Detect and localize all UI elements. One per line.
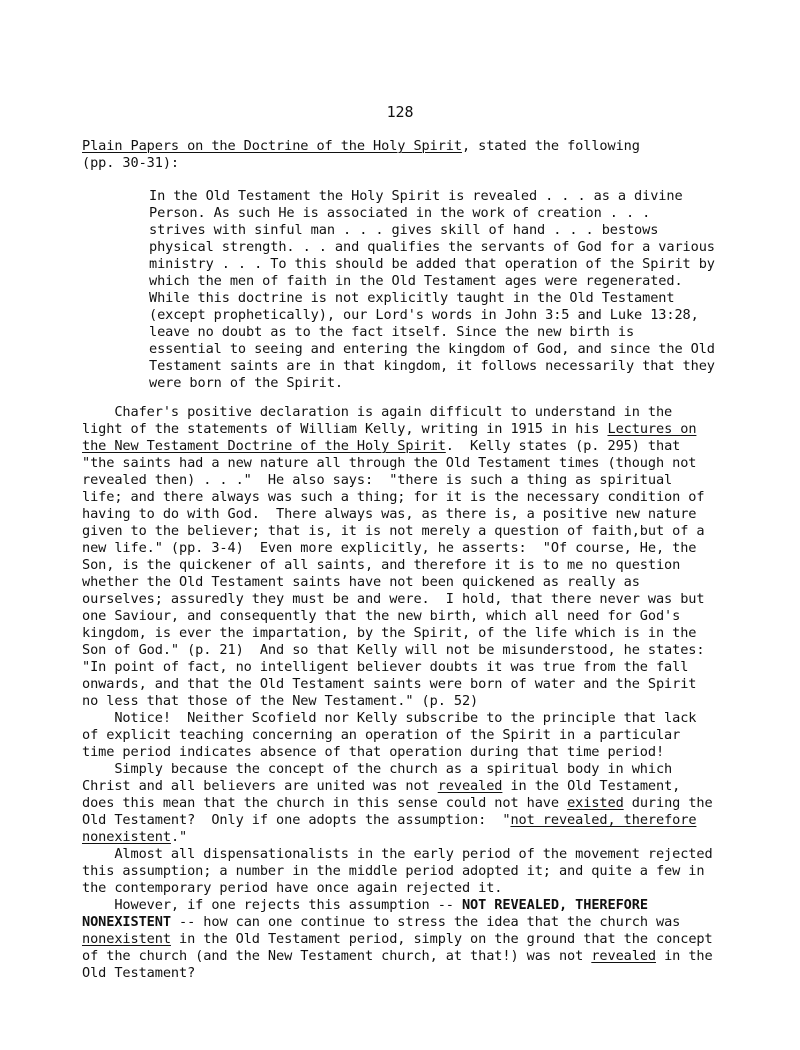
quote-line: strives with sinful man . . . gives skill of hand . . . bestows xyxy=(149,222,659,238)
quote-line: were born of the Spirit. xyxy=(149,375,344,391)
quote-line: Testament saints are in that kingdom, it follows necessarily that they xyxy=(149,358,715,374)
book-title: Plain Papers on the Doctrine of the Holy Spirit xyxy=(82,138,462,154)
body-line: "the saints had a new nature all through the Old Testament times (though not xyxy=(82,455,697,471)
quote-line: which the men of faith in the Old Testament ages were regenerated. xyxy=(149,273,683,289)
body-line: However, if one rejects this assumption -- NOT REVEALED, THEREFORE xyxy=(82,897,648,913)
body-line: light of the statements of William Kelly, writing in 1915 in his Lectures on xyxy=(82,421,697,437)
body-line: onwards, and that the Old Testament saints were born of water and the Spirit xyxy=(82,676,697,692)
body-line: life; and there always was such a thing; for it is the necessary condition of xyxy=(82,489,705,505)
body-line: Christ and all believers are united was not revealed in the Old Testament, xyxy=(82,778,681,794)
body-line: the New Testament Doctrine of the Holy Spirit. Kelly states (p. 295) that xyxy=(82,438,681,454)
body-line: NONEXISTENT -- how can one continue to stress the idea that the church was xyxy=(82,914,681,930)
body-line: Old Testament? xyxy=(82,965,196,981)
body-line: of explicit teaching concerning an operation of the Spirit in a particular xyxy=(82,727,681,743)
body-line: one Saviour, and consequently that the new birth, which all need for God's xyxy=(82,608,681,624)
block-quote xyxy=(149,188,749,392)
body-line: of the church (and the New Testament church, at that!) was not revealed in the xyxy=(82,948,713,964)
intro-line-1: Plain Papers on the Doctrine of the Holy Spirit, stated the following xyxy=(82,138,640,154)
book-title-lectures-cont: the New Testament Doctrine of the Holy Spirit xyxy=(82,438,446,454)
quote-line: essential to seeing and entering the kingdom of God, and since the Old xyxy=(149,341,715,357)
body-line: revealed then) . . ." He also says: "there is such a thing as spiritual xyxy=(82,472,673,488)
body-line: Son, is the quickener of all saints, and therefore it is to me no question xyxy=(82,557,681,573)
body-line: ourselves; assuredly they must be and were. I hold, that there never was but xyxy=(82,591,705,607)
body-line: given to the believer; that is, it is not merely a question of faith,but of a xyxy=(82,523,705,539)
body-line: nonexistent in the Old Testament period, simply on the ground that the concept xyxy=(82,931,713,947)
body-line: Simply because the concept of the church as a spiritual body in which xyxy=(82,761,673,777)
quote-line: Person. As such He is associated in the work of creation . . . xyxy=(149,205,651,221)
body-line: Chafer's positive declaration is again difficult to understand in the xyxy=(82,404,673,420)
quote-line: ministry . . . To this should be added that operation of the Spirit by xyxy=(149,256,715,272)
body-line: time period indicates absence of that operation during that time period! xyxy=(82,744,665,760)
body-line: "In point of fact, no intelligent believer doubts it was true from the fall xyxy=(82,659,689,675)
body-line: new life." (pp. 3-4) Even more explicitly, he asserts: "Of course, He, the xyxy=(82,540,697,556)
body-line: no less that those of the New Testament." (p. 52) xyxy=(82,693,479,709)
page-number: 128 xyxy=(386,103,414,121)
body-line: Notice! Neither Scofield nor Kelly subscribe to the principle that lack xyxy=(82,710,697,726)
body-text xyxy=(82,404,742,982)
book-title-lectures: Lectures on xyxy=(607,421,697,437)
quote-line: leave no doubt as to the fact itself. Since the new birth is xyxy=(149,324,635,340)
body-line: Son of God." (p. 21) And so that Kelly will not be misunderstood, he states: xyxy=(82,642,705,658)
body-line: Almost all dispensationalists in the early period of the movement rejected xyxy=(82,846,713,862)
intro-line-2: (pp. 30-31): xyxy=(82,155,180,171)
quote-line: In the Old Testament the Holy Spirit is revealed . . . as a divine xyxy=(149,188,683,204)
body-line: Old Testament? Only if one adopts the assumption: "not revealed, therefore xyxy=(82,812,697,828)
body-line: having to do with God. There always was, as there is, a positive new nature xyxy=(82,506,697,522)
body-line: nonexistent." xyxy=(82,829,188,845)
intro-paragraph xyxy=(82,138,742,172)
body-line: whether the Old Testament saints have not been quickened as really as xyxy=(82,574,640,590)
quote-line: While this doctrine is not explicitly taught in the Old Testament xyxy=(149,290,675,306)
body-line: this assumption; a number in the middle period adopted it; and quite a few in xyxy=(82,863,705,879)
quote-line: (except prophetically), our Lord's words in John 3:5 and Luke 13:28, xyxy=(149,307,699,323)
body-line: does this mean that the church in this sense could not have existed during the xyxy=(82,795,713,811)
quote-line: physical strength. . . and qualifies the servants of God for a various xyxy=(149,239,715,255)
body-line: the contemporary period have once again rejected it. xyxy=(82,880,503,896)
body-line: kingdom, is ever the impartation, by the Spirit, of the life which is in the xyxy=(82,625,697,641)
